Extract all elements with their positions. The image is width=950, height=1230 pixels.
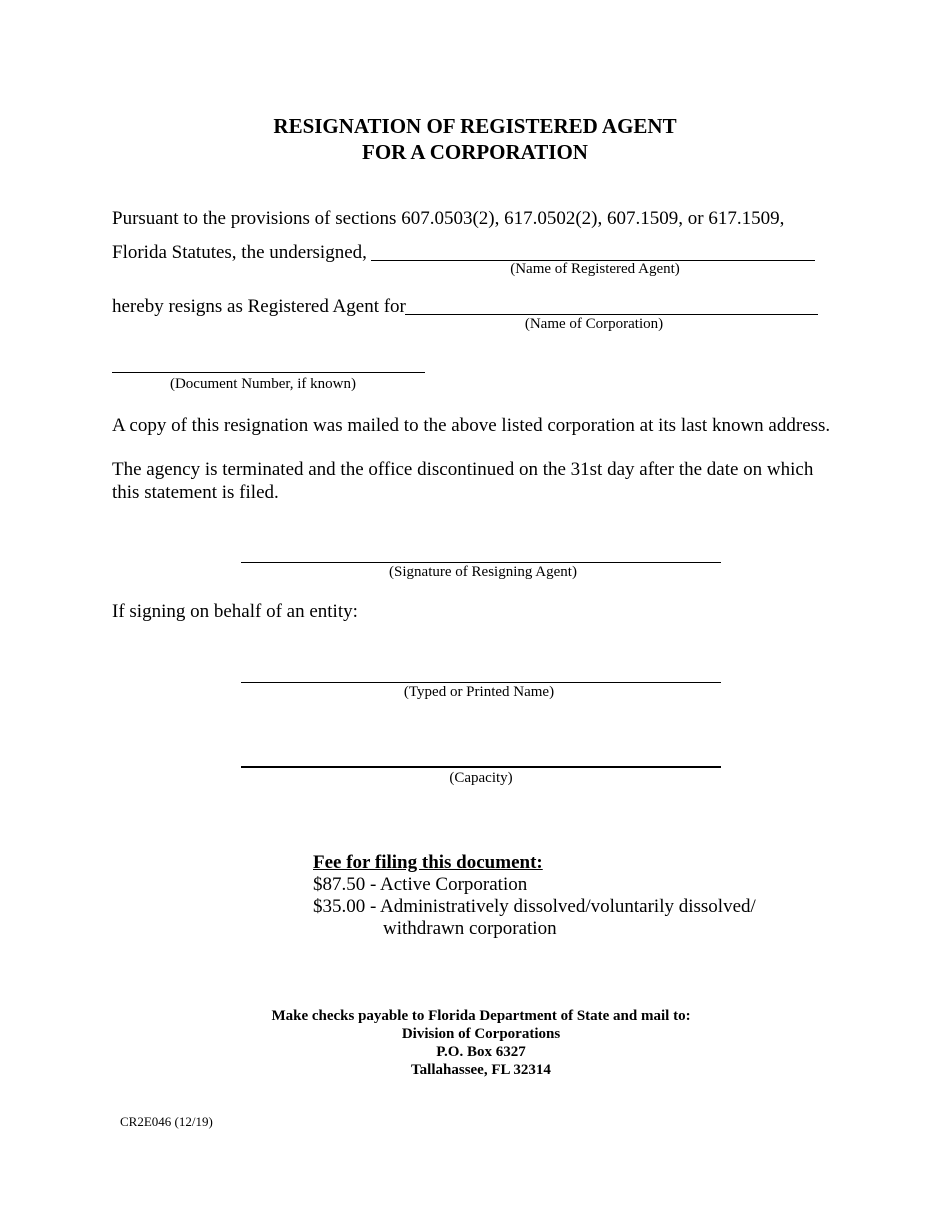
title-line-1: RESIGNATION OF REGISTERED AGENT xyxy=(273,114,677,138)
intro-line-1: Pursuant to the provisions of sections 607.0503(2), 617.0502(2), 607.1509, or 617.1509, xyxy=(112,208,785,229)
mailing-instructions xyxy=(0,1007,950,1079)
document-number-field[interactable] xyxy=(112,372,425,373)
mailing-line-4: Tallahassee, FL 32314 xyxy=(411,1062,551,1078)
fee-dissolved-corporation: $35.00 - Administratively dissolved/voluntarily dissolved/ xyxy=(313,896,756,917)
mailing-line-2: Division of Corporations xyxy=(401,1026,561,1042)
signature-caption: (Signature of Resigning Agent) xyxy=(389,564,577,580)
form-number: CR2E046 (12/19) xyxy=(120,1114,213,1129)
capacity-caption: (Capacity) xyxy=(449,770,513,786)
mailing-line-3: P.O. Box 6327 xyxy=(436,1044,526,1060)
capacity-field[interactable] xyxy=(241,766,721,768)
document-number-caption: (Document Number, if known) xyxy=(169,376,357,392)
registered-agent-caption: (Name of Registered Agent) xyxy=(510,261,680,277)
mailing-line-1: Make checks payable to Florida Department of State and mail to: xyxy=(271,1008,691,1024)
fee-section xyxy=(313,852,756,940)
fee-dissolved-corporation-continued: withdrawn corporation xyxy=(383,918,557,939)
termination-statement: The agency is terminated and the office discontinued on the 31st day after the date on which this statement is filed. xyxy=(112,459,814,503)
fee-heading: Fee for filing this document: xyxy=(313,852,543,873)
form-title xyxy=(0,113,950,165)
intro-line-2: Florida Statutes, the undersigned, xyxy=(112,242,367,263)
copy-statement: A copy of this resignation was mailed to the above listed corporation at its last known address. xyxy=(112,415,831,436)
entity-text: If signing on behalf of an entity: xyxy=(112,601,358,622)
printed-name-caption: (Typed or Printed Name) xyxy=(403,684,555,700)
title-line-2: FOR A CORPORATION xyxy=(362,140,588,164)
corporation-caption: (Name of Corporation) xyxy=(524,316,664,332)
fee-active-corporation: $87.50 - Active Corporation xyxy=(313,874,528,895)
resigns-text: hereby resigns as Registered Agent for xyxy=(112,296,406,317)
